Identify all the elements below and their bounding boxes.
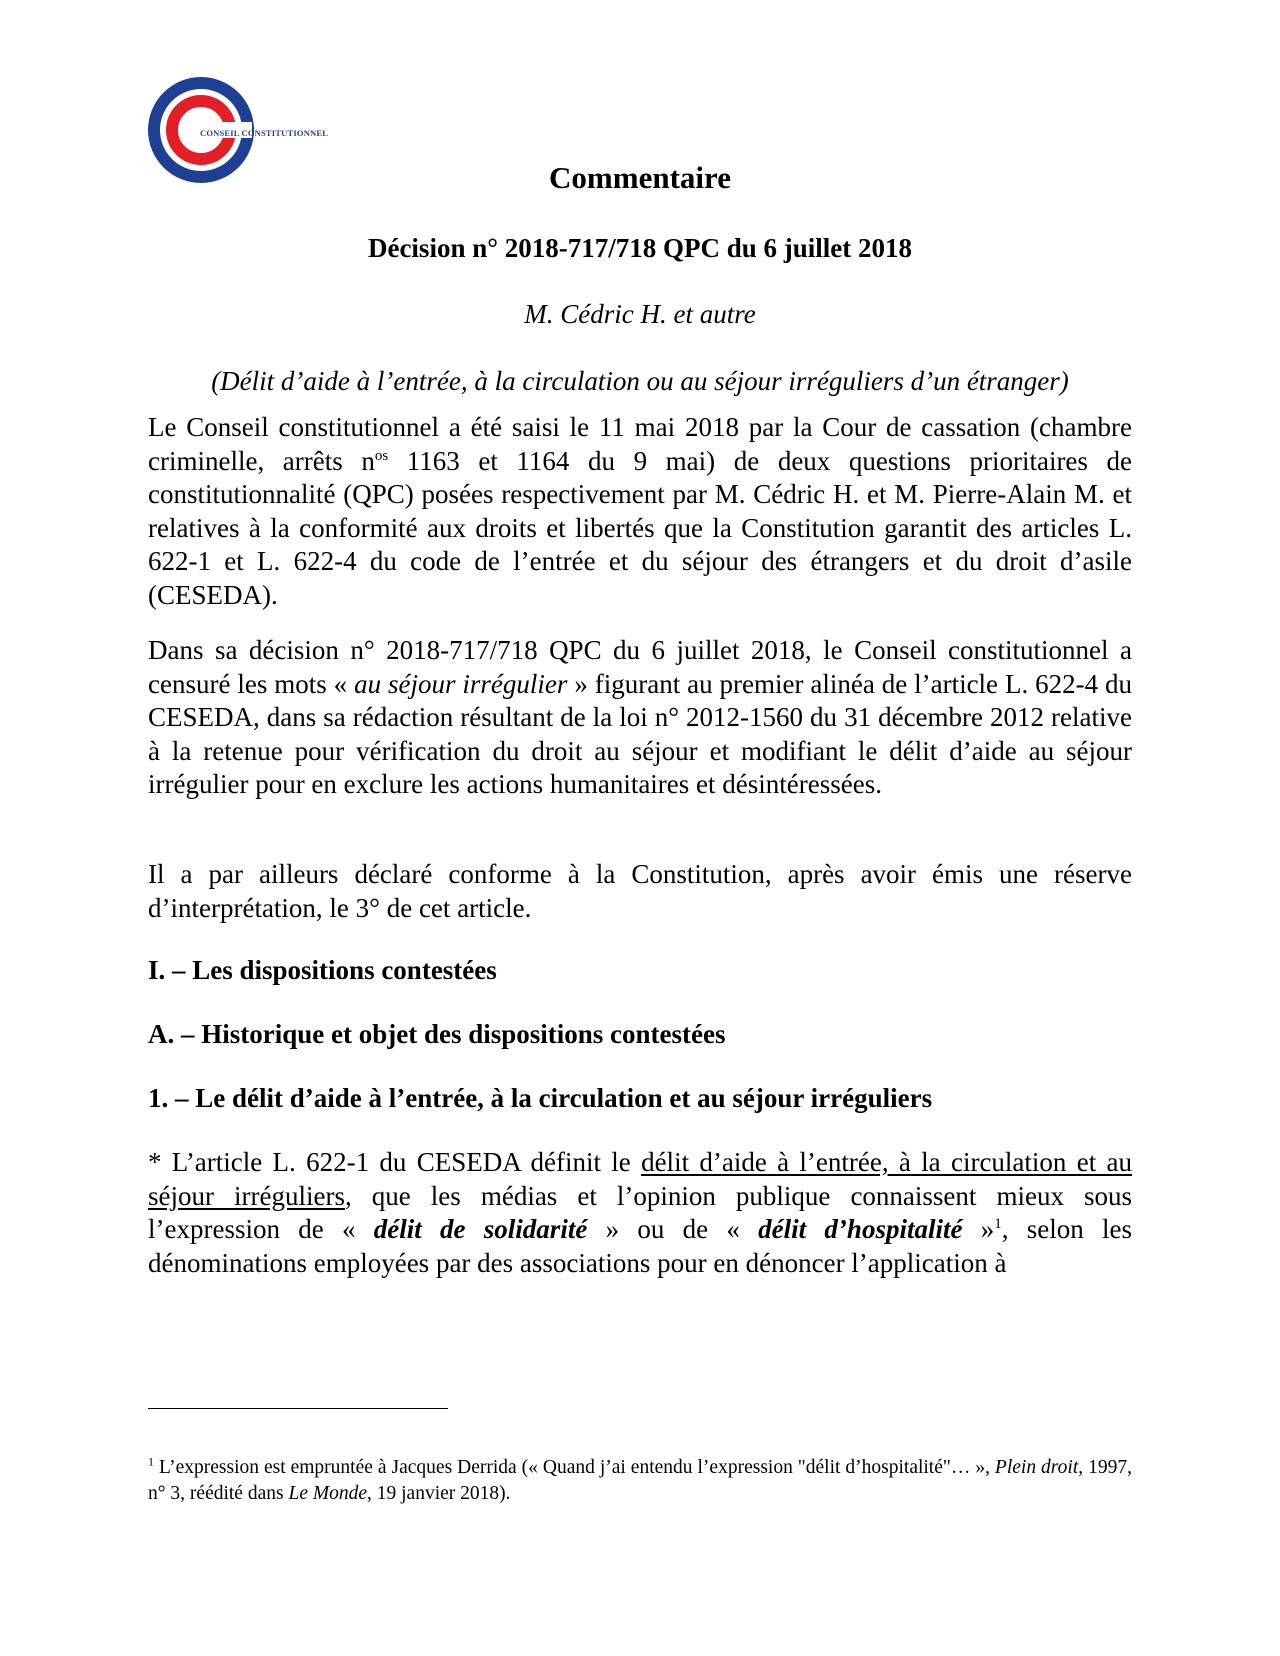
page-title: Commentaire — [549, 160, 731, 195]
paragraph-reservation: Il a par ailleurs déclaré conforme à la Constitution, après avoir émis une réserve d’interprétation, le 3° de cet article. — [148, 859, 1132, 923]
footnote-separator — [148, 1408, 448, 1409]
paragraph-decision: Dans sa décision n° 2018-717/718 QPC du 6 juillet 2018, le Conseil constitutionnel a censuré les mots « au séjour irrégulier » figurant au premier alinéa de l’article L. 622-4 du CESEDA, dans sa rédaction résultant de la loi n° 2012-1560 du 31 décembre 2012 relative à la retenue pour vérification du droit au séjour et modifiant le délit d’aide au séjour irrégulier pour en exclure les actions humanitaires et désintéressées. — [148, 635, 1132, 799]
heading-section-1-1: 1. – Le délit d’aide à l’entrée, à la circulation et au séjour irréguliers — [148, 1083, 933, 1113]
logo-text: CONSEIL CONSTITUTIONNEL — [200, 128, 329, 138]
heading-section-a: A. – Historique et objet des dispositions contestées — [148, 1019, 726, 1049]
heading-section-1: I. – Les dispositions contestées — [148, 955, 497, 985]
decision-topic: (Délit d’aide à l’entrée, à la circulation ou au séjour irréguliers d’un étranger) — [211, 366, 1069, 396]
paragraph-article-l622-1: * L’article L. 622-1 du CESEDA définit le délit d’aide à l’entrée, à la circulation et au séjour irréguliers, que les médias et l’opinion publique connaissent mieux sous l’expression de « délit de solidarité » ou de « délit d’hospitalité »$^1$, selon les dénominations employées par des associations pour en dénoncer l’application à — [148, 1147, 1133, 1278]
parties: M. Cédric H. et autre — [524, 299, 756, 329]
footnote-reference[interactable]: 1 — [994, 1216, 1002, 1232]
decision-reference: Décision n° 2018-717/718 QPC du 6 juillet 2018 — [367, 233, 913, 263]
footnote-1: $^1$ L’expression est empruntée à Jacques Derrida (« Quand j’ai entendu l’expression "délit d’hospitalité"… », Plein droit, 1997, n° 3, réédité dans Le Monde, 19 janvier 2018). — [148, 1454, 1132, 1504]
paragraph-referral: Le Conseil constitutionnel a été saisi le 11 mai 2018 par la Cour de cassation (chambre criminelle, arrêts $n^{os}$ 1163 et 1164 du 9 mai) de deux questions prioritaires de constitutionnalité (QPC) posées respectivement par M. Cédric H. et M. Pierre-Alain M. et relatives à la conformité aux droits et libertés que la Constitution garantit des articles L. 622-1 et L. 622-4 du code de l’entrée et du séjour des étrangers et du droit d’asile (CESEDA). — [148, 412, 1132, 610]
